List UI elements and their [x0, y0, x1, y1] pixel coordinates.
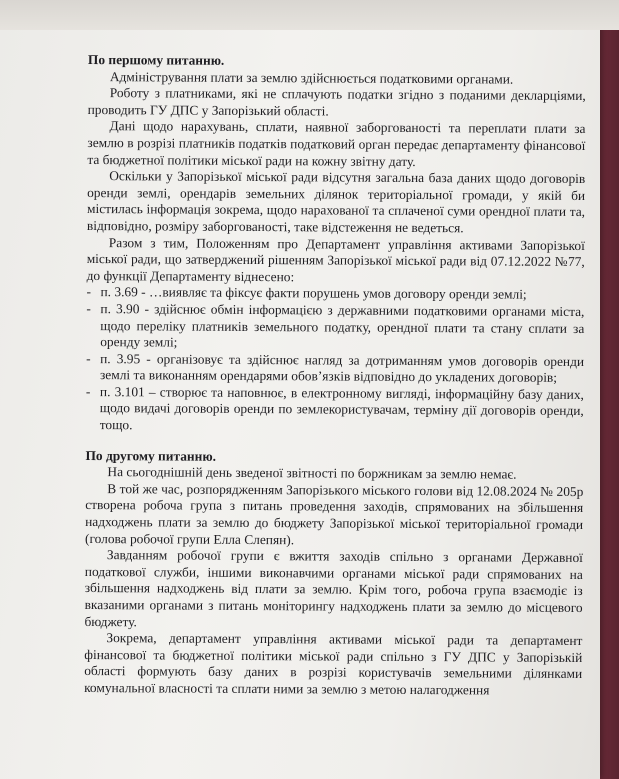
- section2-heading: По другому питанню.: [85, 447, 217, 464]
- section2-paragraph: В той же час, розпорядженням Запорізького міського голови від 12.08.2024 № 205р створена робоча група з питань проведення заходів, спрямованих на збільшення надходжень плати за землю до бюджету Запорізької міської територіальної громади (голова робочої групи Елла Слепян).: [84, 480, 584, 547]
- list-item: - п. 3.101 – створює та наповнює, в електронному вигляді, інформаційну базу даних, щодо видачі договорів оренди по землекористувачам, терміну дії договорів оренди, тощо.: [86, 384, 584, 437]
- section1-paragraph: Роботу з платниками, які не сплачують податки згідно з поданими декларціями, проводить ГУ ДПС у Запорізький області.: [87, 85, 586, 119]
- section1-paragraph: Разом з тим, Положенням про Департамент управління активами Запорізької міської ради, що затверджений рішенням Запорізької міської ради від 07.12.2022 №77, до функції Департаменту віднесено:: [86, 234, 585, 284]
- section1-paragraph: Дані щодо нарахувань, сплати, наявної заборгованості та переплати плати за землю в розрізі платників податків податковий орган передає департаменту фінансової та бюджетної політики міської ради на кожну звітну дату.: [87, 118, 586, 169]
- section2-paragraph: Зокрема, департамент управління активами міської ради та департамент фінансової та бюджетної політики міської ради спільно з ГУ ДПС у Запорізькій області формують базу даних в розрізі користувачів земельними ділянками комунальної власності та сплати ними за землю з метою налагодження: [84, 630, 583, 698]
- functions-list: [86, 284, 585, 436]
- section1-paragraph: Оскільки у Запорізької міської ради відсутня загальна база даних щодо договорів оренди землі, орендарів земельних ділянок територіальної громади, у якій би містилась інформація зокрема, щодо нарахованої та сплаченої суми орендної плати та, відповідно, розміру заборгованості, таке відстеження не ведеться.: [86, 168, 586, 236]
- section1-heading: По першому питанню.: [87, 52, 225, 68]
- list-item: - п. 3.95 - організовує та здійснює нагляд за дотриманням умов договорів оренди землі та виконанням орендарями обов’язків відповідно до укладених договорів;: [86, 351, 584, 387]
- document-body: [84, 52, 586, 700]
- section2-paragraph: На сьогоднішній день зведеної звітності по боржникам за землю немає.: [107, 464, 517, 482]
- list-item: - п. 3.69 - …виявляє та фіксує факти порушень умов договору оренди землі;: [86, 284, 584, 304]
- section1-paragraph: Адміністрування плати за землю здійснюється податковими органами.: [109, 68, 514, 87]
- section2-paragraph: Завданням робочої групи є вжиття заходів спільно з органами Державної податкової служби, іншими виконавчими органами міської ради спрямованих на збільшення надходжень від плати за землю. Крім того, робоча група взаємодіє із вказаними органами з питань моніторингу надходжень плати за землю до місцевого бюджету.: [84, 547, 583, 629]
- page-top-shadow: [0, 0, 619, 30]
- list-item: - п. 3.90 - здійснює обмін інформацією з державними податковими органами міста, щодо переліку платників земельного податку, орендної плати та стану сплати за оренду землі;: [86, 301, 584, 354]
